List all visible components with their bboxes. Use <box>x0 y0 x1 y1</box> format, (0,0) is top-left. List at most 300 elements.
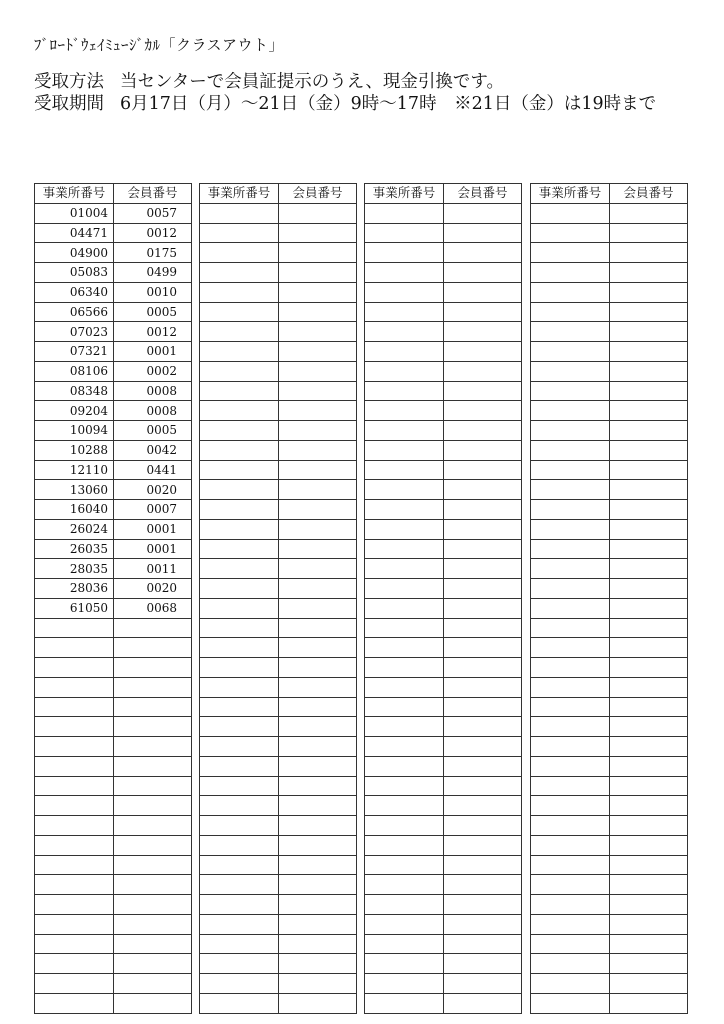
member-number-cell <box>279 796 357 816</box>
office-number-cell: 04471 <box>35 223 114 243</box>
member-number-cell <box>279 855 357 875</box>
table-row <box>531 322 688 342</box>
office-number-cell <box>35 993 114 1013</box>
table-row <box>531 954 688 974</box>
member-number-cell: 0008 <box>114 401 192 421</box>
member-number-cell <box>279 895 357 915</box>
table-row <box>35 203 192 223</box>
member-number-cell <box>279 974 357 994</box>
table-row <box>531 796 688 816</box>
member-number-cell <box>610 263 688 283</box>
member-number-cell <box>444 974 522 994</box>
table-row <box>531 697 688 717</box>
member-number-cell: 0441 <box>114 460 192 480</box>
table-row <box>365 993 522 1013</box>
office-number-cell <box>531 895 610 915</box>
table-row <box>531 974 688 994</box>
member-number-cell <box>444 658 522 678</box>
member-number-cell <box>279 756 357 776</box>
member-number-cell <box>444 914 522 934</box>
office-number-header: 事業所番号 <box>365 184 444 204</box>
office-number-cell <box>365 282 444 302</box>
office-number-cell <box>531 638 610 658</box>
table-row <box>35 539 192 559</box>
member-number-cell <box>114 993 192 1013</box>
table-row <box>35 401 192 421</box>
member-number-cell <box>114 855 192 875</box>
table-row <box>365 519 522 539</box>
table-row <box>35 756 192 776</box>
table-row <box>531 579 688 599</box>
office-number-cell <box>365 519 444 539</box>
member-number-cell <box>279 559 357 579</box>
table-row <box>35 302 192 322</box>
table-row <box>200 697 357 717</box>
member-number-cell <box>114 697 192 717</box>
table-row <box>365 638 522 658</box>
member-number-cell <box>279 993 357 1013</box>
table-row <box>35 796 192 816</box>
member-number-cell: 0020 <box>114 579 192 599</box>
office-number-cell <box>200 776 279 796</box>
office-number-cell <box>531 381 610 401</box>
table-row <box>365 697 522 717</box>
member-number-cell: 0012 <box>114 223 192 243</box>
member-number-cell: 0001 <box>114 539 192 559</box>
table-row <box>531 816 688 836</box>
office-number-cell <box>200 914 279 934</box>
table-row <box>35 697 192 717</box>
member-number-cell <box>610 737 688 757</box>
table-row <box>200 361 357 381</box>
table-row <box>531 361 688 381</box>
office-number-cell <box>35 697 114 717</box>
table-row <box>35 598 192 618</box>
office-number-cell <box>531 342 610 362</box>
office-number-cell <box>200 697 279 717</box>
table-row <box>365 776 522 796</box>
office-number-cell <box>200 579 279 599</box>
office-number-cell <box>365 914 444 934</box>
table-row <box>200 875 357 895</box>
office-number-cell <box>35 934 114 954</box>
member-number-cell <box>444 500 522 520</box>
office-number-cell <box>531 539 610 559</box>
office-number-cell <box>365 677 444 697</box>
office-number-cell <box>365 579 444 599</box>
office-number-cell <box>531 401 610 421</box>
table-row <box>365 677 522 697</box>
member-number-cell <box>444 342 522 362</box>
table-row <box>365 618 522 638</box>
table-row <box>365 914 522 934</box>
member-number-cell <box>279 598 357 618</box>
office-number-cell: 05083 <box>35 263 114 283</box>
office-number-cell <box>531 440 610 460</box>
office-number-cell <box>200 816 279 836</box>
table-row <box>200 500 357 520</box>
table-row <box>200 816 357 836</box>
member-number-cell <box>610 638 688 658</box>
office-number-cell <box>365 697 444 717</box>
member-number-cell <box>610 243 688 263</box>
office-number-cell <box>531 203 610 223</box>
table-row <box>365 796 522 816</box>
office-number-cell: 06340 <box>35 282 114 302</box>
member-number-cell <box>610 993 688 1013</box>
office-number-cell: 09204 <box>35 401 114 421</box>
office-number-cell <box>531 816 610 836</box>
table-row <box>35 440 192 460</box>
member-number-cell <box>279 381 357 401</box>
office-number-cell <box>200 855 279 875</box>
table-row <box>200 895 357 915</box>
table-row <box>365 322 522 342</box>
member-number-cell <box>279 539 357 559</box>
member-number-cell <box>114 875 192 895</box>
member-number-cell <box>610 855 688 875</box>
office-number-cell: 07321 <box>35 342 114 362</box>
member-number-cell <box>444 559 522 579</box>
table-row <box>35 500 192 520</box>
office-number-cell: 13060 <box>35 480 114 500</box>
office-number-cell <box>365 855 444 875</box>
member-number-cell <box>444 796 522 816</box>
member-number-cell <box>610 816 688 836</box>
office-number-cell <box>365 243 444 263</box>
table-row <box>35 993 192 1013</box>
office-number-cell <box>365 322 444 342</box>
table-row <box>200 993 357 1013</box>
office-number-cell <box>531 302 610 322</box>
office-number-cell <box>35 875 114 895</box>
office-number-cell: 61050 <box>35 598 114 618</box>
office-number-cell <box>531 954 610 974</box>
member-number-cell <box>279 954 357 974</box>
member-number-cell <box>114 954 192 974</box>
table-row <box>365 440 522 460</box>
table-header-row <box>531 184 688 204</box>
member-number-cell <box>279 282 357 302</box>
table-row <box>365 895 522 915</box>
document-title: ﾌﾞﾛｰﾄﾞｳｪｲﾐｭｰｼﾞｶﾙ「クラスアウト」 <box>34 36 285 54</box>
member-number-cell <box>610 776 688 796</box>
table-row <box>35 717 192 737</box>
member-number-cell <box>279 500 357 520</box>
member-number-cell <box>444 737 522 757</box>
table-row <box>200 677 357 697</box>
member-number-cell <box>114 776 192 796</box>
office-number-cell <box>200 460 279 480</box>
table-row <box>531 342 688 362</box>
member-number-cell <box>114 756 192 776</box>
office-number-cell <box>35 737 114 757</box>
member-number-cell <box>444 421 522 441</box>
office-number-cell <box>200 243 279 263</box>
office-number-cell <box>531 579 610 599</box>
member-number-cell <box>279 579 357 599</box>
office-number-cell <box>531 361 610 381</box>
table-row <box>365 539 522 559</box>
office-number-cell <box>200 500 279 520</box>
table-row <box>365 816 522 836</box>
table-row <box>365 579 522 599</box>
table-row <box>200 598 357 618</box>
table-row <box>531 401 688 421</box>
member-number-cell <box>114 934 192 954</box>
member-number-cell <box>279 401 357 421</box>
member-number-cell <box>279 776 357 796</box>
member-number-cell <box>279 243 357 263</box>
member-number-cell <box>610 440 688 460</box>
table-row <box>35 855 192 875</box>
table-row <box>531 776 688 796</box>
member-number-cell <box>279 440 357 460</box>
member-number-cell <box>610 677 688 697</box>
office-number-cell <box>365 263 444 283</box>
member-number-cell <box>444 756 522 776</box>
member-number-cell <box>279 737 357 757</box>
office-number-cell <box>365 381 444 401</box>
member-number-cell <box>279 519 357 539</box>
table-row <box>35 776 192 796</box>
member-number-cell <box>610 460 688 480</box>
member-number-cell <box>610 361 688 381</box>
table-row <box>365 203 522 223</box>
office-number-cell <box>200 559 279 579</box>
office-number-cell <box>531 263 610 283</box>
member-number-cell <box>444 440 522 460</box>
table-row <box>200 954 357 974</box>
member-number-cell: 0011 <box>114 559 192 579</box>
member-number-cell <box>444 519 522 539</box>
table-row <box>35 223 192 243</box>
office-number-cell <box>365 598 444 618</box>
office-number-cell <box>365 974 444 994</box>
office-number-cell <box>365 302 444 322</box>
office-number-cell <box>531 421 610 441</box>
office-number-cell <box>365 756 444 776</box>
member-number-cell: 0001 <box>114 519 192 539</box>
table-row <box>200 579 357 599</box>
member-number-cell <box>444 579 522 599</box>
office-number-cell <box>531 835 610 855</box>
table-row <box>531 658 688 678</box>
office-number-cell <box>200 618 279 638</box>
table-row <box>531 559 688 579</box>
table-row <box>200 835 357 855</box>
office-number-cell <box>365 440 444 460</box>
office-number-cell: 04900 <box>35 243 114 263</box>
office-number-cell <box>200 440 279 460</box>
table-row <box>531 914 688 934</box>
member-number-cell <box>279 816 357 836</box>
pickup-period-value: 6月17日（月）～21日（金）9時～17時 ※21日（金）は19時まで <box>120 94 657 114</box>
office-number-cell <box>35 677 114 697</box>
member-number-cell <box>279 835 357 855</box>
table-row <box>365 875 522 895</box>
table-row <box>365 954 522 974</box>
office-number-cell <box>365 480 444 500</box>
office-number-header: 事業所番号 <box>531 184 610 204</box>
member-number-cell: 0175 <box>114 243 192 263</box>
member-number-cell <box>610 618 688 638</box>
office-number-cell <box>365 342 444 362</box>
office-number-cell <box>531 677 610 697</box>
office-number-cell <box>35 954 114 974</box>
member-number-cell: 0499 <box>114 263 192 283</box>
member-number-cell <box>279 361 357 381</box>
table-row <box>35 974 192 994</box>
member-number-cell <box>610 302 688 322</box>
table-row <box>531 737 688 757</box>
office-number-cell <box>531 243 610 263</box>
office-number-cell <box>35 914 114 934</box>
member-number-cell <box>610 954 688 974</box>
member-number-cell <box>610 974 688 994</box>
member-number-cell <box>114 618 192 638</box>
member-number-cell <box>610 875 688 895</box>
table-header-row <box>35 184 192 204</box>
member-number-cell <box>444 282 522 302</box>
table-row <box>365 717 522 737</box>
office-number-cell <box>365 421 444 441</box>
member-number-cell: 0012 <box>114 322 192 342</box>
table-row <box>365 361 522 381</box>
table-row <box>35 282 192 302</box>
office-number-cell <box>365 934 444 954</box>
member-number-cell <box>610 322 688 342</box>
table-row <box>200 282 357 302</box>
member-number-cell <box>444 697 522 717</box>
office-number-cell <box>365 401 444 421</box>
office-number-cell <box>365 875 444 895</box>
member-number-cell <box>444 816 522 836</box>
table-row <box>365 500 522 520</box>
office-number-cell <box>531 717 610 737</box>
office-number-cell <box>365 776 444 796</box>
table-row <box>200 460 357 480</box>
table-row <box>35 618 192 638</box>
office-number-cell <box>200 658 279 678</box>
table-row <box>200 302 357 322</box>
office-number-cell <box>531 500 610 520</box>
office-number-cell <box>35 658 114 678</box>
office-number-cell <box>531 796 610 816</box>
winner-table-1 <box>34 183 192 1014</box>
member-number-cell <box>444 855 522 875</box>
member-number-cell <box>610 559 688 579</box>
member-number-cell: 0068 <box>114 598 192 618</box>
office-number-cell <box>200 974 279 994</box>
member-number-cell <box>444 223 522 243</box>
table-row <box>200 519 357 539</box>
office-number-cell <box>531 223 610 243</box>
office-number-cell <box>365 993 444 1013</box>
table-row <box>200 855 357 875</box>
table-row <box>365 342 522 362</box>
table-row <box>200 776 357 796</box>
table-row <box>365 282 522 302</box>
office-number-cell <box>200 895 279 915</box>
winner-table-2 <box>199 183 357 1014</box>
office-number-cell <box>200 263 279 283</box>
table-row <box>531 855 688 875</box>
office-number-cell <box>365 895 444 915</box>
office-number-cell: 08348 <box>35 381 114 401</box>
table-row <box>531 993 688 1013</box>
office-number-cell <box>200 381 279 401</box>
table-row <box>35 579 192 599</box>
table-row <box>365 598 522 618</box>
table-row <box>35 361 192 381</box>
table-row <box>531 756 688 776</box>
table-row <box>531 717 688 737</box>
office-number-cell <box>531 559 610 579</box>
table-row <box>200 480 357 500</box>
office-number-cell <box>200 302 279 322</box>
table-row <box>35 519 192 539</box>
table-row <box>35 737 192 757</box>
office-number-cell <box>531 756 610 776</box>
member-number-cell <box>610 598 688 618</box>
office-number-cell <box>35 717 114 737</box>
office-number-cell <box>365 500 444 520</box>
table-row <box>200 243 357 263</box>
member-number-cell <box>279 934 357 954</box>
table-row <box>200 974 357 994</box>
office-number-cell: 26035 <box>35 539 114 559</box>
office-number-cell <box>531 697 610 717</box>
member-number-cell <box>444 934 522 954</box>
member-number-cell <box>444 263 522 283</box>
table-row <box>531 460 688 480</box>
member-number-cell <box>444 677 522 697</box>
office-number-cell <box>200 677 279 697</box>
member-number-cell <box>444 243 522 263</box>
table-row <box>200 658 357 678</box>
member-number-cell <box>610 401 688 421</box>
office-number-cell <box>531 934 610 954</box>
table-row <box>35 342 192 362</box>
member-number-cell <box>610 895 688 915</box>
office-number-cell <box>200 737 279 757</box>
winner-table-4 <box>530 183 688 1014</box>
office-number-cell <box>365 539 444 559</box>
table-row <box>200 934 357 954</box>
table-row <box>35 914 192 934</box>
member-number-cell <box>610 697 688 717</box>
office-number-cell <box>200 539 279 559</box>
member-number-cell: 0057 <box>114 203 192 223</box>
table-row <box>35 559 192 579</box>
table-header-row <box>200 184 357 204</box>
office-number-cell <box>365 737 444 757</box>
pickup-method-value: 当センターで会員証提示のうえ、現金引換です。 <box>120 72 504 92</box>
office-number-cell <box>531 598 610 618</box>
table-row <box>365 737 522 757</box>
member-number-cell <box>114 895 192 915</box>
member-number-cell <box>114 717 192 737</box>
member-number-cell: 0001 <box>114 342 192 362</box>
table-row <box>531 598 688 618</box>
office-number-cell <box>200 519 279 539</box>
table-row <box>365 756 522 776</box>
member-number-header: 会員番号 <box>279 184 357 204</box>
member-number-cell <box>444 895 522 915</box>
member-number-cell <box>279 618 357 638</box>
office-number-cell: 06566 <box>35 302 114 322</box>
